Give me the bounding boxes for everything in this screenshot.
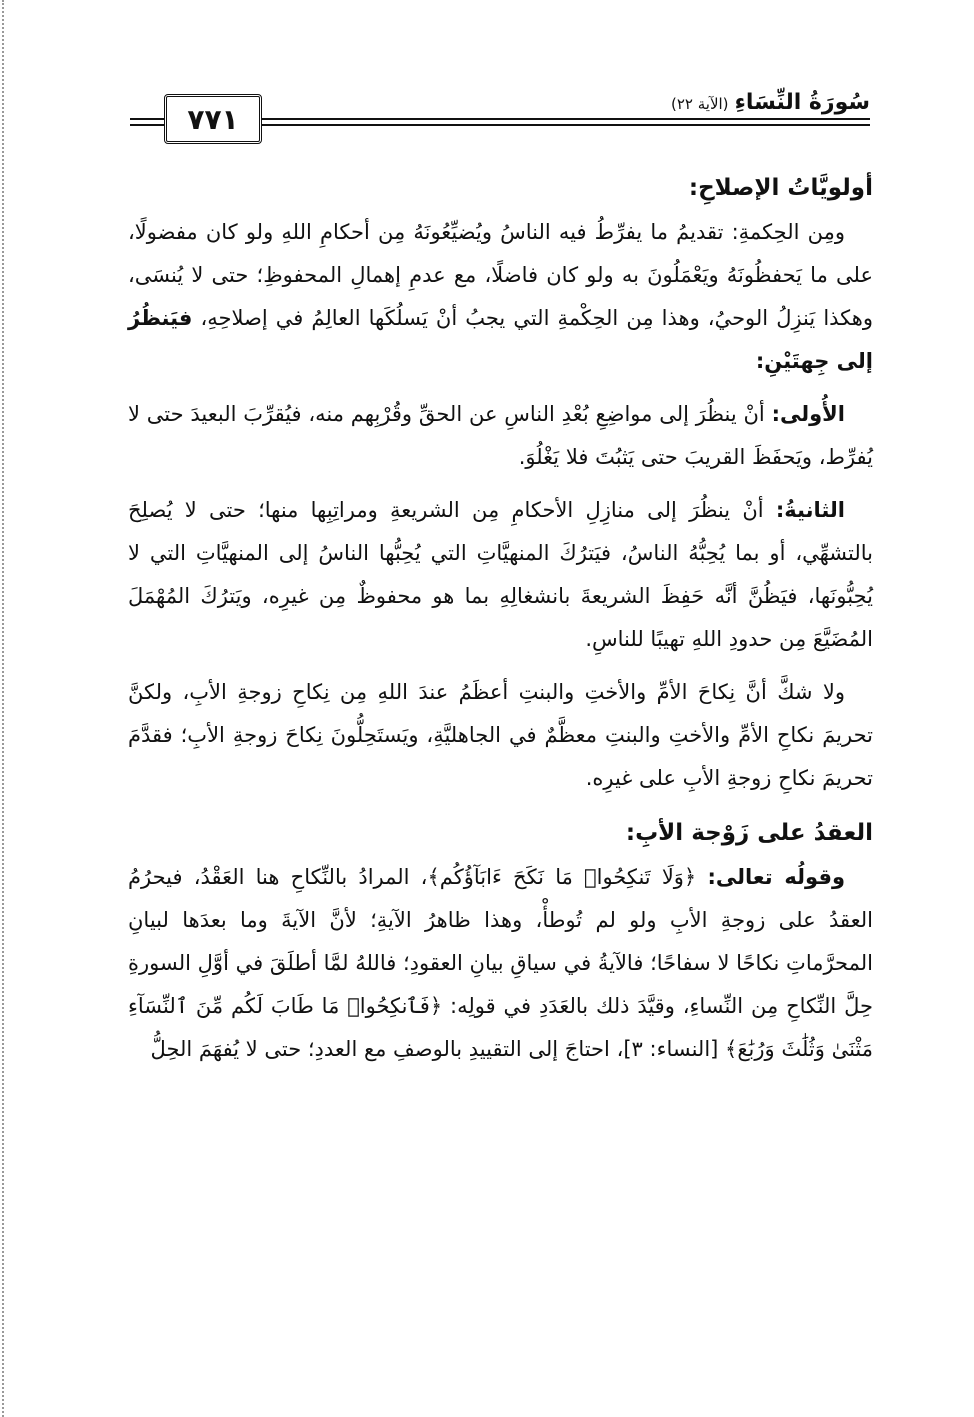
paragraph-second-lead: الثانيةُ: — [775, 498, 845, 522]
paragraph-wisdom-text: ومِن الحِكمةِ: تقديمُ ما يفرِّطُ فيه الناسُ ويُضيِّعُونَهُ مِن أحكامِ اللهِ ولو كان مفضولًا، على ما يَحفظُونَهُ ويَعْمَلُونَ به ولو كان فاضلًا، مع عدمِ إهمالِ المحفوظِ؛ حتى لا يُنسَى، وهكذا يَنزِلُ الوحيُ، وهذا مِن الحِكْمةِ التي يجبُ أنْ يَسلُكَها العالِمُ في إصلاحِهِ، — [128, 220, 873, 330]
page-header — [130, 90, 870, 142]
paragraph-verse — [128, 856, 873, 1071]
paragraph-first-text: أنْ ينظُرَ إلى مواضِعِ بُعْدِ الناسِ عن الحقِّ وقُرْبِهم منه، فيُقرِّبَ البعيدَ حتى لا يُفرِّط، ويَحفَظَ القريبَ حتى يَثبُتَ فلا يَغْلُوَ. — [128, 402, 873, 469]
paragraph-verse-text: ، المرادُ بالنِّكاحِ هنا العَقْدُ، فيحرُمُ العقدُ على زوجةِ الأبِ ولو لم تُوطأْ، وهذا ظاهرُ الآيةِ؛ لأنَّ الآيةَ وما بعدَها لبيانِ المحرَّماتِ نكاحًا لا سفاحًا؛ فالآيةُ في سياقِ بيانِ العقودِ؛ فاللهُ لمَّا أطلَقَ في أوَّلِ السورةِ حِلَّ النِّكاحِ مِن النِّساءِ، وقيَّدَ ذلك بالعَدَدِ في قولِه: — [128, 865, 873, 1018]
paragraph-wisdom — [128, 211, 873, 383]
section-heading-priorities: أولويَّاتُ الإصلاحِ: — [688, 175, 873, 201]
quran-quote-2: ﴿فَٱنكِحُوا۟ مَا طَابَ لَكُم مِّنَ ٱلنِّسَآءِ مَثْنَىٰ وَثُلَٰثَ وَرُبَٰعَ﴾ — [128, 994, 873, 1061]
page-number: ٧٧١ — [164, 94, 262, 144]
quran-quote: ﴿وَلَا تَنكِحُوا۟ مَا نَكَحَ ءَابَآؤُكُم﴾ — [427, 865, 697, 889]
sura-name: سُورَةُ النِّسَاءِ — [734, 90, 870, 115]
paragraph-verse-lead: وقولُه تعالى: — [707, 865, 845, 889]
paragraph-first — [128, 393, 873, 479]
paragraph-first-lead: الأُولى: — [771, 402, 845, 426]
spacer — [128, 383, 873, 393]
paragraph-wisdom-bold: فيَنظُرُ إلى جِهتَيْنِ: — [128, 306, 873, 373]
verse-reference: (الآية ٢٢) — [670, 95, 729, 113]
spacer — [128, 479, 873, 489]
page-body — [128, 165, 873, 1071]
spacer — [128, 661, 873, 671]
quran-citation: [النساء: ٣]، — [616, 1037, 719, 1061]
running-title — [663, 90, 870, 118]
page-edge-marks — [2, 0, 7, 1417]
spacer — [128, 800, 873, 810]
section-heading-contract: العقدُ على زَوْجة الأبِ: — [625, 820, 873, 846]
paragraph-second-text: أنْ ينظُرَ إلى منازِلِ الأحكامِ مِن الشريعةِ ومراتِبِها منها؛ حتى لا يُصلِحَ بالتشهِّي، أو بما يُحِبُّهُ الناسُ، فيَترُكَ المنهيَّاتِ التي يُحِبُّها الناسُ إلى المنهيَّاتِ التي لا يُحِبُّونَها، فيَظُنَّ أنَّه حَفِظَ الشريعةَ بانشغالِهِ بما هو محفوظٌ مِن غيرِه، ويَترُكَ المُهْمَلَ المُضَيَّعَ مِن حدودِ اللهِ تهيبًا للناسِ. — [128, 498, 873, 651]
paragraph-no-doubt: ولا شكَّ أنَّ نِكاحَ الأمِّ والأختِ والبنتِ أعظَمُ عندَ اللهِ مِن نِكاحِ زوجةِ الأبِ، ولكنَّ تحريمَ نكاحِ الأمِّ والأختِ والبنتِ معظَّمٌ في الجاهليَّةِ، ويَستَحِلُّونَ نِكاحَ زوجةِ الأبِ؛ فقدَّمَ تحريمَ نكاحِ زوجةِ الأبِ على غيرِه. — [128, 680, 873, 790]
paragraph-verse-tail: احتاجَ إلى التقييدِ بالوصفِ مع العددِ؛ حتى لا يُفهَمَ الحِلُّ — [150, 1037, 610, 1061]
paragraph-second — [128, 489, 873, 661]
